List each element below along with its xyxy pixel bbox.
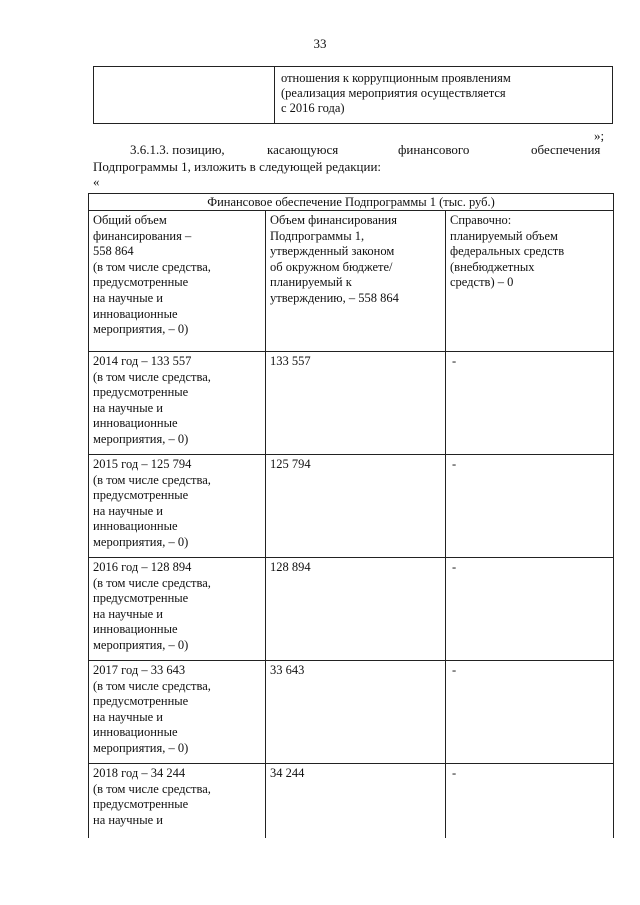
- text-line: инновационные: [93, 416, 178, 431]
- text-line: мероприятия, – 0): [93, 740, 189, 755]
- text-line: на научные и: [93, 400, 163, 415]
- text-line: инновационные: [93, 519, 178, 534]
- text-line: (в том числе средства,: [93, 575, 211, 590]
- year-federal-cell: -: [446, 661, 614, 764]
- district-budget-cell: [266, 211, 446, 352]
- paragraph-word: 3.6.1.3. позицию,: [130, 142, 225, 157]
- text-line: (реализация мероприятия осуществляется: [281, 86, 506, 100]
- text-line: на научные и: [93, 812, 163, 827]
- paragraph-word: касающуюся: [267, 142, 339, 157]
- year-amount-cell: 34 244: [266, 764, 446, 839]
- year-amount-cell: 33 643: [266, 661, 446, 764]
- text-line: предусмотренные: [93, 591, 189, 606]
- text-line: (в том числе средства,: [93, 678, 211, 693]
- text-line: Справочно:: [450, 213, 512, 227]
- year-amount-cell: 133 557: [266, 352, 446, 455]
- text-line: 2014 год – 133 557: [93, 354, 192, 368]
- text-line: инновационные: [93, 725, 178, 740]
- financing-table-header-row: [89, 211, 614, 352]
- text-line: предусмотренные: [93, 488, 189, 503]
- text-line: Общий объем: [93, 213, 167, 227]
- text-line: 2018 год – 34 244: [93, 766, 186, 780]
- text-line: на научные и: [93, 290, 163, 305]
- text-line: инновационные: [93, 622, 178, 637]
- year-federal-cell: -: [446, 455, 614, 558]
- text-line: предусмотренные: [93, 694, 189, 709]
- financing-table-caption-row: [89, 194, 614, 211]
- text-line: 2017 год – 33 643: [93, 663, 186, 677]
- text-line: отношения к коррупционным проявлениям: [281, 71, 511, 85]
- text-line: планируемый к: [270, 275, 352, 290]
- financing-year-row: [89, 764, 614, 839]
- text-line: мероприятия, – 0): [93, 534, 189, 549]
- amendment-paragraph-line2: Подпрограммы 1, изложить в следующей редакции:: [93, 159, 382, 174]
- text-line: мероприятия, – 0): [93, 637, 189, 652]
- paragraph-word: обеспечения: [531, 142, 601, 157]
- text-line: на научные и: [93, 503, 163, 518]
- closing-quote: »;: [594, 128, 605, 143]
- year-federal-cell: -: [446, 764, 614, 839]
- text-line: инновационные: [93, 306, 178, 321]
- financing-table-caption: Финансовое обеспечение Подпрограммы 1 (тыс. руб.): [89, 194, 614, 211]
- text-line: мероприятия, – 0): [93, 431, 189, 446]
- text-line: Подпрограммы 1,: [270, 228, 365, 243]
- text-line: 2015 год – 125 794: [93, 457, 192, 471]
- text-line: утверждению, – 558 864: [270, 290, 399, 305]
- year-total-cell: [89, 661, 266, 764]
- federal-funds-cell: [446, 211, 614, 352]
- financing-year-row: [89, 455, 614, 558]
- page-number: 33: [313, 36, 327, 51]
- paragraph-word: финансового: [398, 142, 470, 157]
- text-line: планируемый объем: [450, 228, 558, 243]
- year-total-cell: [89, 352, 266, 455]
- year-amount-cell: 128 894: [266, 558, 446, 661]
- financing-year-row: [89, 661, 614, 764]
- text-line: финансирования –: [93, 228, 192, 243]
- text-line: (в том числе средства,: [93, 472, 211, 487]
- year-amount-cell: 125 794: [266, 455, 446, 558]
- text-line: (внебюджетных: [450, 259, 535, 274]
- year-total-cell: [89, 764, 266, 839]
- text-line: (в том числе средства,: [93, 781, 211, 796]
- text-line: предусмотренные: [93, 385, 189, 400]
- text-line: (в том числе средства,: [93, 259, 211, 274]
- text-line: предусмотренные: [93, 797, 189, 812]
- year-federal-cell: -: [446, 558, 614, 661]
- text-line: на научные и: [93, 709, 163, 724]
- text-line: об окружном бюджете/: [270, 259, 393, 274]
- total-financing-cell: [89, 211, 266, 352]
- text-line: утвержденный законом: [270, 244, 395, 259]
- text-line: 2016 год – 128 894: [93, 560, 192, 574]
- text-line: с 2016 года): [281, 101, 345, 115]
- text-line: федеральных средств: [450, 244, 565, 259]
- text-line: мероприятия, – 0): [93, 322, 189, 337]
- text-line: Объем финансирования: [270, 213, 397, 227]
- financing-year-row: [89, 558, 614, 661]
- year-total-cell: [89, 455, 266, 558]
- text-line: средств) – 0: [450, 275, 514, 290]
- financing-year-row: [89, 352, 614, 455]
- text-line: на научные и: [93, 606, 163, 621]
- text-line: 558 864: [93, 244, 134, 259]
- text-line: (в том числе средства,: [93, 369, 211, 384]
- opening-quote: «: [93, 174, 100, 189]
- financing-table: [88, 193, 614, 838]
- year-total-cell: [89, 558, 266, 661]
- year-federal-cell: -: [446, 352, 614, 455]
- text-line: предусмотренные: [93, 275, 189, 290]
